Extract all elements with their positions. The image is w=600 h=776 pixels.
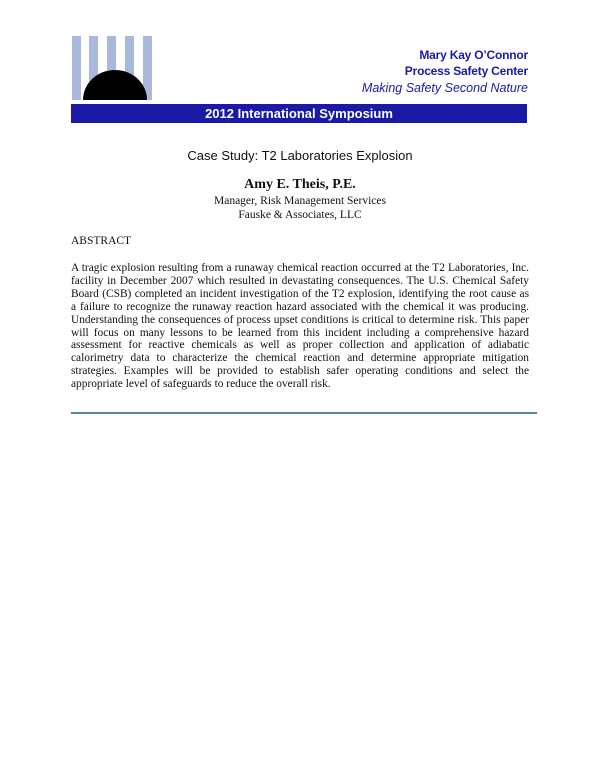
author-title: Manager, Risk Management Services xyxy=(214,195,386,207)
organization-name-line-2: Process Safety Center xyxy=(404,64,528,78)
abstract-heading: ABSTRACT xyxy=(71,235,132,247)
section-divider xyxy=(71,412,537,414)
author-block xyxy=(0,176,600,222)
symposium-banner: 2012 International Symposium xyxy=(71,104,527,123)
author-affiliation: Fauske & Associates, LLC xyxy=(238,209,362,221)
organization-tagline: Making Safety Second Nature xyxy=(361,81,528,95)
organization-header xyxy=(362,47,528,96)
organization-name-line-1: Mary Kay O’Connor xyxy=(419,48,528,62)
paper-title: Case Study: T2 Laboratories Explosion xyxy=(187,148,413,163)
sunrise-columns-logo-icon xyxy=(71,36,153,100)
author-name: Amy E. Theis, P.E. xyxy=(244,177,356,192)
abstract-text: A tragic explosion resulting from a runaway chemical reaction occurred at the T2 Laboratories, Inc. facility in December 2007 which resulted in devastating consequences. The U.S. Chemical Safety Board (CSB) completed an incident investigation of the T2 explosion, identifying the root cause as a failure to recognize the runaway reaction hazard associated with the chemical it was producing. Understanding the consequences of process upset conditions is critical to determine risk. This paper will focus on many lessons to be learned from this incident including a comprehensive hazard assessment for reactive chemicals as well as proper collection and application of adiabatic calorimetry data to characterize the chemical reaction and determine appropriate mitigation strategies. Examples will be provided to establish safer operating conditions and select the appropriate level of safeguards to reduce the overall risk. xyxy=(71,262,529,391)
